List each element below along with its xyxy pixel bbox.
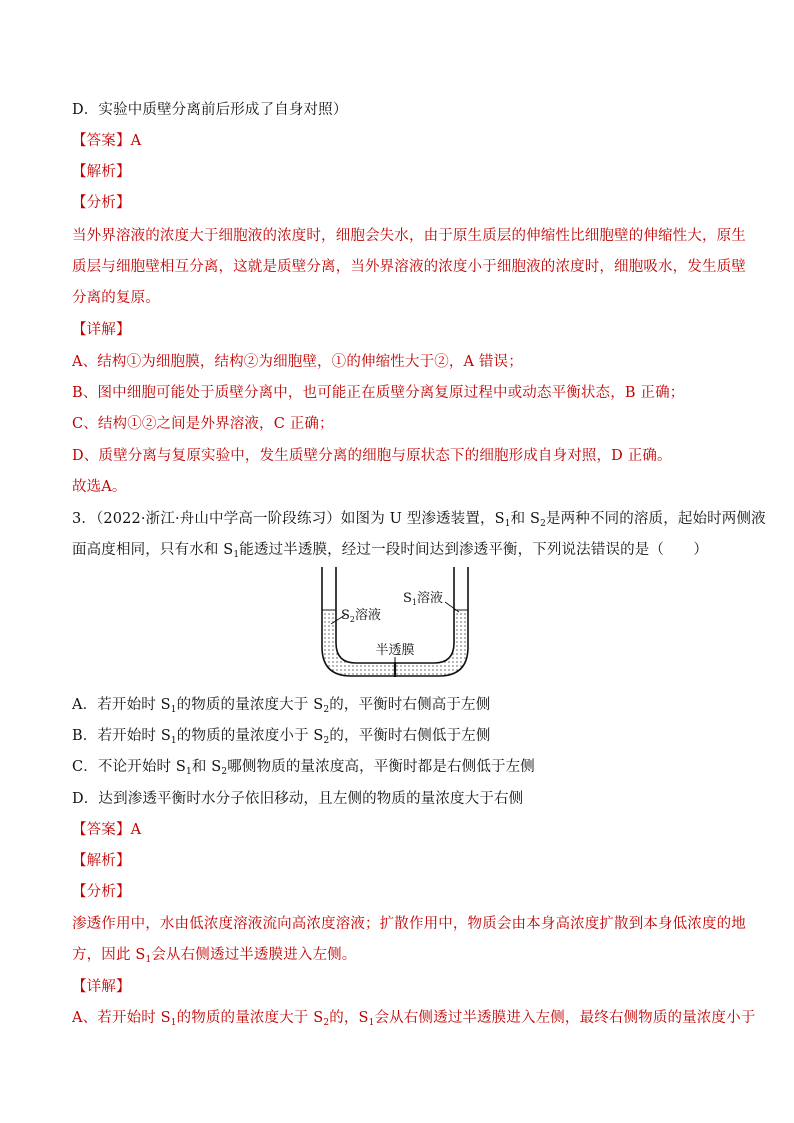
q2-option-d: D．实验中质壁分离前后形成了自身对照） [72,102,348,118]
q2-detail-a: A、结构①为细胞膜，结构②为细胞壁，①的伸缩性大于②，A 错误； [72,354,523,370]
q3-answer: 【答案】A [72,822,142,838]
q2-detail-b: B、图中细胞可能处于质壁分离中，也可能正在质壁分离复原过程中或动态平衡状态，B 正确； [72,385,685,401]
q2-fenxi-line-2: 质层与细胞壁相互分离，这就是质壁分离，当外界溶液的浓度小于细胞液的浓度时，细胞吸水，发生质壁 [72,259,746,275]
q2-answer: 【答案】A [72,133,142,149]
q3-option-c: C．不论开始时 $S_1$和 $S_2$哪侧物质的量浓度高，平衡时都是右侧低于左侧 [72,759,535,777]
q3-fenxi-header: 【分析】 [72,884,131,900]
s2-solution-label: $S_2$溶液 [341,608,382,624]
q3-option-a: A．若开始时 $S_1$的物质的量浓度大于 $S_2$的，平衡时右侧高于左侧 [72,697,491,715]
q3-option-b: B．若开始时 $S_1$的物质的量浓度小于 $S_2$的，平衡时右侧低于左侧 [72,728,491,746]
membrane-label: 半透膜 [375,643,415,658]
q3-fenxi-line-1: 渗透作用中，水由低浓度溶液流向高浓度溶液；扩散作用中，物质会由本身高浓度扩散到本身低浓度的地 [72,916,746,932]
q2-detail-d: D、质壁分离与复原实验中，发生质壁分离的细胞与原状态下的细胞形成自身对照，D 正确。 [72,448,672,464]
s1-pointer [445,602,459,612]
q2-fenxi-header: 【分析】 [72,195,131,211]
q2-analysis-header: 【解析】 [72,164,131,180]
q2-fenxi-line-1: 当外界溶液的浓度大于细胞液的浓度时，细胞会失水，由于原生质层的伸缩性比细胞壁的伸缩性大，原生 [72,228,746,244]
q3-stem-line-2: 面高度相同，只有水和 $S_1$能透过半透膜，经过一段时间达到渗透平衡，下列说法错误的是（ ） [72,542,709,560]
q3-detail-header: 【详解】 [72,979,131,995]
q2-detail-header: 【详解】 [72,322,131,338]
q2-conclusion: 故选A。 [72,479,127,495]
q2-detail-c: C、结构①②之间是外界溶液，C 正确； [72,416,334,432]
q3-stem-line-1: 3．（2022·浙江·舟山中学高一阶段练习）如图为 U 型渗透装置，$S_1$和 $S_2$是两种不同的溶质，起始时两侧液 [72,511,766,529]
u-tube-figure [300,565,490,690]
q3-detail-a: A、若开始时 $S_1$的物质的量浓度大于 $S_2$的，$S_1$会从右侧透过半透膜进入左侧，最终右侧物质的量浓度小于 [72,1010,756,1028]
u-tube-diagram [300,565,490,690]
q3-fenxi-line-2: 方，因此 $S_1$会从右侧透过半透膜进入左侧。 [72,947,357,965]
q3-analysis-header: 【解析】 [72,853,131,869]
q3-option-d: D．达到渗透平衡时水分子依旧移动，且左侧的物质的量浓度大于右侧 [72,791,524,807]
q2-fenxi-line-3: 分离的复原。 [72,290,160,306]
s1-solution-label: $S_1$溶液 [403,591,444,607]
